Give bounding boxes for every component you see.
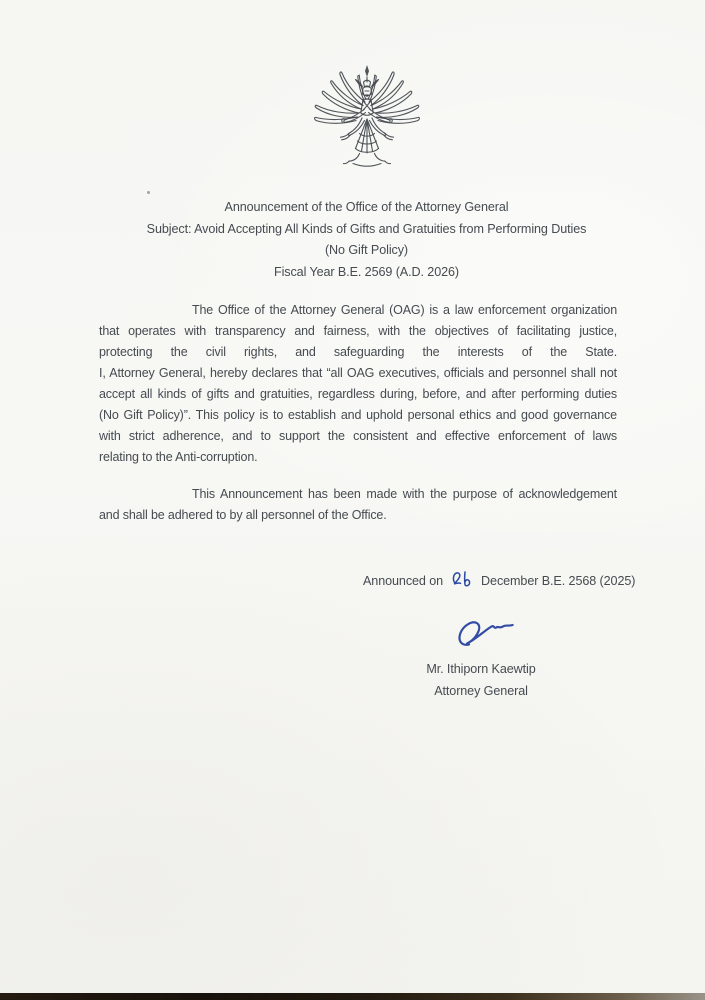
paragraph-line: that operates with transparency and fairness, with the objectives of facilitating justice, [99,324,618,338]
signatory-name: Mr. Ithiporn Kaewtip [426,662,536,676]
paragraph-line: I, Attorney General, hereby declares that “all OAG executives, officials and personnel shall not [99,366,617,380]
paragraph-line: accept all kinds of gifts and gratuities, regardless during, before, and after performing duties [99,387,618,401]
body-paragraph-1 [99,300,617,468]
paragraph-line: (No Gift Policy)”. This policy is to establish and uphold personal ethics and good governance [99,408,617,422]
document-header [28,197,705,283]
handwritten-day-thai-numerals [450,569,474,589]
signatory-block [381,658,581,702]
header-subject: Subject: Avoid Accepting All Kinds of Gifts and Gratuities from Performing Duties [146,221,587,236]
garuda-emblem [306,62,428,174]
scanner-edge-shadow [0,993,705,1000]
announcement-date-line [363,570,635,592]
header-subject-policy: (No Gift Policy) [324,243,409,257]
paragraph-line: relating to the Anti-corruption. [99,450,258,464]
paragraph-line: with strict adherence, and to support the consistent and effective enforcement of laws [99,429,617,443]
paragraph-line: and shall be adhered to by all personnel of the Office. [99,508,387,522]
signature-ink [452,616,522,652]
paragraph-line: The Office of the Attorney General (OAG) is a law enforcement organization [192,303,618,317]
body-paragraph-2 [99,484,617,526]
announced-on-label: Announced on [363,574,444,588]
header-fiscal-year: Fiscal Year B.E. 2569 (A.D. 2026) [273,264,459,279]
signatory-title: Attorney General [434,684,528,698]
announcement-date-text: December B.E. 2568 (2025) [481,574,636,588]
scan-speck [147,191,150,194]
paragraph-line: protecting the civil rights, and safeguarding the interests of the State. [99,345,618,359]
header-title: Announcement of the Office of the Attorney General [224,200,509,214]
paragraph-line: This Announcement has been made with the purpose of acknowledgement [192,487,618,501]
